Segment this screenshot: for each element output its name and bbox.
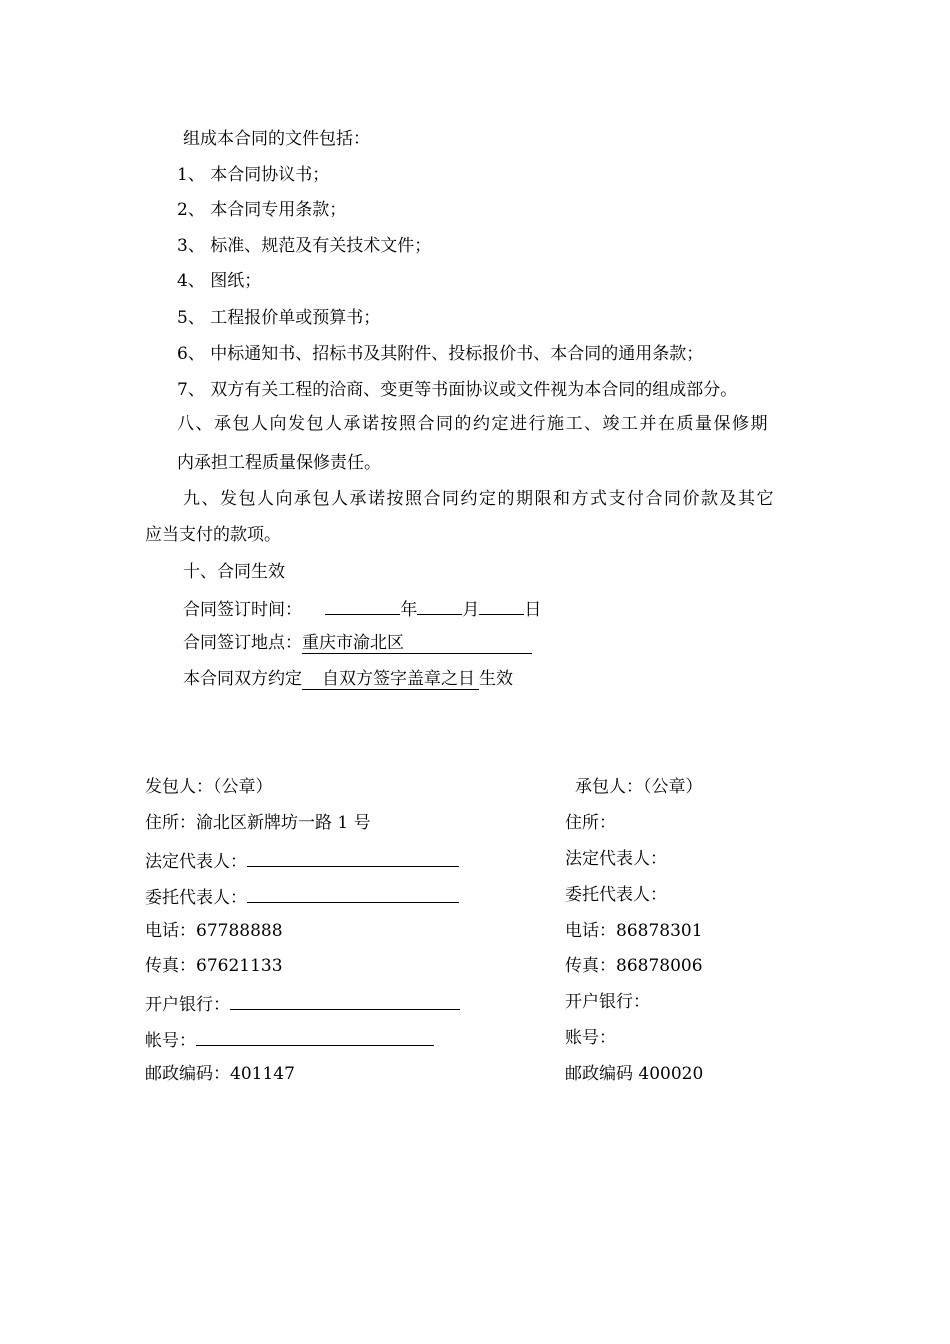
sign-year-blank[interactable] [325, 596, 400, 615]
contractor-phone: 电话：86878301 [565, 921, 703, 941]
contractor-address-label: 住所： [565, 813, 616, 833]
sign-time-row [183, 596, 541, 621]
contract-docs-intro: 组成本合同的文件包括： [183, 129, 370, 149]
contractor-account-label: 账号： [565, 1028, 616, 1048]
employer-bank-blank[interactable] [230, 991, 460, 1010]
sign-time-label: 合同签订时间： [183, 600, 302, 620]
employer-legal-rep-row [145, 848, 459, 873]
contractor-fax: 传真：86878006 [565, 956, 703, 976]
employer-agent-blank[interactable] [247, 884, 459, 903]
employer-phone: 电话：67788888 [145, 921, 283, 941]
sign-day-label: 日 [524, 600, 542, 620]
employer-account-label: 帐号： [145, 1031, 196, 1051]
employer-account-blank[interactable] [196, 1027, 434, 1046]
employer-account-row [145, 1027, 434, 1052]
sign-day-blank[interactable] [479, 596, 524, 615]
clause9-line1: 九、发包人向承包人承诺按照合同约定的期限和方式支付合同价款及其它 [183, 489, 775, 509]
clause8-line2: 内承担工程质量保修责任。 [177, 453, 381, 473]
sign-month-blank[interactable] [417, 596, 462, 615]
employer-bank-label: 开户银行： [145, 995, 230, 1015]
employer-legal-rep-blank[interactable] [247, 848, 459, 867]
employer-bank-row [145, 991, 460, 1016]
sign-month-label: 月 [462, 600, 480, 620]
employer-postcode: 邮政编码：401147 [145, 1064, 295, 1084]
contractor-title: 承包人：（公章） [575, 777, 703, 797]
clause9-line2: 应当支付的款项。 [145, 525, 281, 545]
contract-doc-item-5: 5、 工程报价单或预算书； [177, 308, 381, 328]
clause8-line1: 八、承包人向发包人承诺按照合同的约定进行施工、竣工并在质量保修期 [177, 414, 769, 434]
sign-place-label: 合同签订地点： [183, 633, 302, 653]
contractor-postcode: 邮政编码 400020 [565, 1064, 704, 1084]
contract-doc-item-6: 6、 中标通知书、招标书及其附件、投标报价书、本合同的通用条款； [177, 344, 704, 364]
employer-agent-label: 委托代表人： [145, 888, 247, 908]
contractor-agent-label: 委托代表人： [565, 885, 667, 905]
contract-doc-item-7: 7、 双方有关工程的洽商、变更等书面协议或文件视为本合同的组成部分。 [177, 380, 738, 400]
effective-prefix: 本合同双方约定 [183, 669, 302, 689]
clause10-title: 十、合同生效 [183, 562, 285, 582]
employer-agent-row [145, 884, 459, 909]
contractor-bank-label: 开户银行： [565, 992, 650, 1012]
contract-doc-item-4: 4、 图纸； [177, 271, 262, 291]
effective-suffix: 生效 [479, 669, 513, 689]
sign-place-value: 重庆市渝北区 [302, 633, 532, 654]
contract-doc-item-2: 2、 本合同专用条款； [177, 200, 347, 220]
sign-year-label: 年 [400, 600, 418, 620]
employer-address: 住所：渝北区新牌坊一路 1 号 [145, 813, 371, 833]
contract-doc-item-3: 3、 标准、规范及有关技术文件； [177, 236, 432, 256]
sign-place-row [183, 632, 532, 654]
contract-doc-item-1: 1、 本合同协议书； [177, 165, 330, 185]
employer-title: 发包人：（公章） [145, 777, 273, 797]
effective-value: 自双方签字盖章之日 [302, 669, 479, 690]
effective-row [183, 668, 513, 690]
employer-legal-rep-label: 法定代表人： [145, 852, 247, 872]
contractor-legal-rep-label: 法定代表人： [565, 849, 667, 869]
employer-fax: 传真：67621133 [145, 956, 283, 976]
